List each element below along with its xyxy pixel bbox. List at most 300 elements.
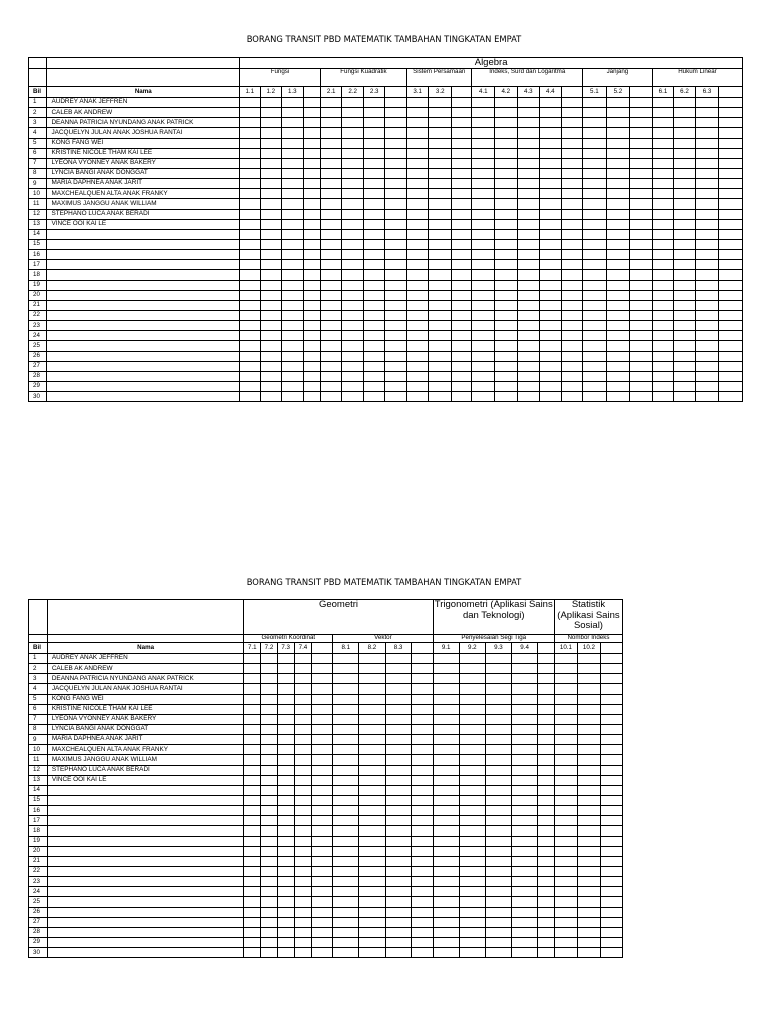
grade-cell[interactable] bbox=[433, 806, 459, 816]
grade-cell[interactable] bbox=[540, 260, 562, 270]
grade-cell[interactable] bbox=[554, 724, 577, 734]
grade-cell[interactable] bbox=[495, 331, 518, 341]
grade-cell[interactable] bbox=[406, 219, 429, 229]
grade-cell[interactable] bbox=[363, 199, 385, 209]
grade-cell[interactable] bbox=[363, 280, 385, 290]
grade-cell[interactable] bbox=[485, 816, 511, 826]
grade-cell[interactable] bbox=[561, 280, 583, 290]
grade-cell[interactable] bbox=[630, 351, 653, 361]
grade-cell[interactable] bbox=[433, 674, 459, 684]
grade-cell[interactable] bbox=[719, 290, 743, 300]
grade-cell[interactable] bbox=[363, 179, 385, 189]
grade-cell[interactable] bbox=[652, 331, 674, 341]
grade-cell[interactable] bbox=[294, 714, 312, 724]
grade-cell[interactable] bbox=[495, 168, 518, 178]
grade-cell[interactable] bbox=[411, 897, 433, 907]
grade-cell[interactable] bbox=[342, 199, 364, 209]
grade-cell[interactable] bbox=[406, 118, 429, 128]
grade-cell[interactable] bbox=[342, 179, 364, 189]
grade-cell[interactable] bbox=[719, 361, 743, 371]
grade-cell[interactable] bbox=[561, 138, 583, 148]
grade-cell[interactable] bbox=[577, 937, 600, 947]
grade-cell[interactable] bbox=[342, 138, 364, 148]
grade-cell[interactable] bbox=[538, 877, 555, 887]
grade-cell[interactable] bbox=[512, 806, 538, 816]
grade-cell[interactable] bbox=[459, 785, 485, 795]
grade-cell[interactable] bbox=[485, 795, 511, 805]
grade-cell[interactable] bbox=[240, 158, 260, 168]
grade-cell[interactable] bbox=[363, 168, 385, 178]
grade-cell[interactable] bbox=[695, 189, 719, 199]
grade-cell[interactable] bbox=[342, 189, 364, 199]
grade-cell[interactable] bbox=[333, 917, 359, 927]
grade-cell[interactable] bbox=[240, 239, 260, 249]
grade-cell[interactable] bbox=[719, 260, 743, 270]
grade-cell[interactable] bbox=[433, 724, 459, 734]
grade-cell[interactable] bbox=[652, 148, 674, 158]
grade-cell[interactable] bbox=[320, 270, 342, 280]
grade-cell[interactable] bbox=[583, 361, 607, 371]
grade-cell[interactable] bbox=[320, 361, 342, 371]
grade-cell[interactable] bbox=[303, 270, 320, 280]
grade-cell[interactable] bbox=[674, 98, 696, 108]
grade-cell[interactable] bbox=[244, 775, 261, 785]
grade-cell[interactable] bbox=[294, 755, 312, 765]
grade-cell[interactable] bbox=[652, 128, 674, 138]
grade-cell[interactable] bbox=[411, 724, 433, 734]
grade-cell[interactable] bbox=[495, 250, 518, 260]
grade-cell[interactable] bbox=[244, 887, 261, 897]
grade-cell[interactable] bbox=[485, 866, 511, 876]
grade-cell[interactable] bbox=[485, 674, 511, 684]
grade-cell[interactable] bbox=[333, 846, 359, 856]
grade-cell[interactable] bbox=[538, 735, 555, 745]
grade-cell[interactable] bbox=[512, 714, 538, 724]
grade-cell[interactable] bbox=[606, 168, 630, 178]
grade-cell[interactable] bbox=[385, 877, 411, 887]
grade-cell[interactable] bbox=[540, 219, 562, 229]
grade-cell[interactable] bbox=[561, 209, 583, 219]
grade-cell[interactable] bbox=[554, 654, 577, 664]
grade-cell[interactable] bbox=[282, 229, 304, 239]
grade-cell[interactable] bbox=[303, 118, 320, 128]
grade-cell[interactable] bbox=[600, 684, 622, 694]
grade-cell[interactable] bbox=[385, 948, 411, 958]
grade-cell[interactable] bbox=[303, 219, 320, 229]
grade-cell[interactable] bbox=[333, 735, 359, 745]
grade-cell[interactable] bbox=[277, 714, 294, 724]
grade-cell[interactable] bbox=[517, 392, 540, 402]
grade-cell[interactable] bbox=[342, 260, 364, 270]
grade-cell[interactable] bbox=[406, 98, 429, 108]
grade-cell[interactable] bbox=[540, 108, 562, 118]
grade-cell[interactable] bbox=[554, 877, 577, 887]
grade-cell[interactable] bbox=[485, 907, 511, 917]
grade-cell[interactable] bbox=[385, 158, 407, 168]
grade-cell[interactable] bbox=[282, 280, 304, 290]
grade-cell[interactable] bbox=[674, 108, 696, 118]
grade-cell[interactable] bbox=[538, 694, 555, 704]
grade-cell[interactable] bbox=[600, 795, 622, 805]
grade-cell[interactable] bbox=[433, 907, 459, 917]
grade-cell[interactable] bbox=[600, 704, 622, 714]
grade-cell[interactable] bbox=[342, 341, 364, 351]
grade-cell[interactable] bbox=[312, 927, 333, 937]
grade-cell[interactable] bbox=[512, 775, 538, 785]
grade-cell[interactable] bbox=[517, 209, 540, 219]
grade-cell[interactable] bbox=[261, 887, 278, 897]
grade-cell[interactable] bbox=[294, 816, 312, 826]
grade-cell[interactable] bbox=[261, 745, 278, 755]
grade-cell[interactable] bbox=[695, 300, 719, 310]
grade-cell[interactable] bbox=[303, 239, 320, 249]
grade-cell[interactable] bbox=[695, 179, 719, 189]
grade-cell[interactable] bbox=[429, 229, 452, 239]
grade-cell[interactable] bbox=[495, 351, 518, 361]
grade-cell[interactable] bbox=[411, 714, 433, 724]
grade-cell[interactable] bbox=[385, 694, 411, 704]
grade-cell[interactable] bbox=[540, 189, 562, 199]
grade-cell[interactable] bbox=[517, 290, 540, 300]
grade-cell[interactable] bbox=[429, 128, 452, 138]
grade-cell[interactable] bbox=[577, 724, 600, 734]
grade-cell[interactable] bbox=[538, 724, 555, 734]
grade-cell[interactable] bbox=[652, 118, 674, 128]
grade-cell[interactable] bbox=[411, 654, 433, 664]
grade-cell[interactable] bbox=[630, 250, 653, 260]
grade-cell[interactable] bbox=[320, 341, 342, 351]
grade-cell[interactable] bbox=[433, 917, 459, 927]
grade-cell[interactable] bbox=[674, 128, 696, 138]
grade-cell[interactable] bbox=[406, 239, 429, 249]
grade-cell[interactable] bbox=[472, 199, 495, 209]
grade-cell[interactable] bbox=[540, 381, 562, 391]
grade-cell[interactable] bbox=[674, 199, 696, 209]
grade-cell[interactable] bbox=[433, 856, 459, 866]
grade-cell[interactable] bbox=[406, 168, 429, 178]
grade-cell[interactable] bbox=[363, 290, 385, 300]
grade-cell[interactable] bbox=[342, 361, 364, 371]
grade-cell[interactable] bbox=[561, 260, 583, 270]
grade-cell[interactable] bbox=[333, 836, 359, 846]
grade-cell[interactable] bbox=[359, 927, 385, 937]
grade-cell[interactable] bbox=[406, 331, 429, 341]
grade-cell[interactable] bbox=[342, 128, 364, 138]
grade-cell[interactable] bbox=[561, 199, 583, 209]
grade-cell[interactable] bbox=[342, 290, 364, 300]
grade-cell[interactable] bbox=[540, 128, 562, 138]
grade-cell[interactable] bbox=[433, 694, 459, 704]
grade-cell[interactable] bbox=[452, 98, 472, 108]
grade-cell[interactable] bbox=[244, 765, 261, 775]
grade-cell[interactable] bbox=[517, 300, 540, 310]
grade-cell[interactable] bbox=[472, 371, 495, 381]
grade-cell[interactable] bbox=[320, 138, 342, 148]
grade-cell[interactable] bbox=[652, 219, 674, 229]
grade-cell[interactable] bbox=[312, 674, 333, 684]
grade-cell[interactable] bbox=[385, 351, 407, 361]
grade-cell[interactable] bbox=[512, 684, 538, 694]
grade-cell[interactable] bbox=[244, 684, 261, 694]
grade-cell[interactable] bbox=[517, 168, 540, 178]
grade-cell[interactable] bbox=[406, 199, 429, 209]
grade-cell[interactable] bbox=[320, 371, 342, 381]
grade-cell[interactable] bbox=[363, 108, 385, 118]
grade-cell[interactable] bbox=[429, 260, 452, 270]
grade-cell[interactable] bbox=[512, 735, 538, 745]
grade-cell[interactable] bbox=[240, 280, 260, 290]
grade-cell[interactable] bbox=[411, 664, 433, 674]
grade-cell[interactable] bbox=[459, 775, 485, 785]
grade-cell[interactable] bbox=[260, 128, 282, 138]
grade-cell[interactable] bbox=[540, 270, 562, 280]
grade-cell[interactable] bbox=[411, 937, 433, 947]
grade-cell[interactable] bbox=[411, 856, 433, 866]
grade-cell[interactable] bbox=[538, 674, 555, 684]
grade-cell[interactable] bbox=[277, 735, 294, 745]
grade-cell[interactable] bbox=[577, 877, 600, 887]
grade-cell[interactable] bbox=[433, 735, 459, 745]
grade-cell[interactable] bbox=[452, 321, 472, 331]
grade-cell[interactable] bbox=[652, 300, 674, 310]
grade-cell[interactable] bbox=[600, 877, 622, 887]
grade-cell[interactable] bbox=[312, 755, 333, 765]
grade-cell[interactable] bbox=[554, 795, 577, 805]
grade-cell[interactable] bbox=[561, 270, 583, 280]
grade-cell[interactable] bbox=[282, 270, 304, 280]
grade-cell[interactable] bbox=[517, 229, 540, 239]
grade-cell[interactable] bbox=[363, 148, 385, 158]
grade-cell[interactable] bbox=[472, 179, 495, 189]
grade-cell[interactable] bbox=[294, 846, 312, 856]
grade-cell[interactable] bbox=[277, 846, 294, 856]
grade-cell[interactable] bbox=[600, 937, 622, 947]
grade-cell[interactable] bbox=[600, 917, 622, 927]
grade-cell[interactable] bbox=[606, 310, 630, 320]
grade-cell[interactable] bbox=[260, 98, 282, 108]
grade-cell[interactable] bbox=[517, 199, 540, 209]
grade-cell[interactable] bbox=[333, 755, 359, 765]
grade-cell[interactable] bbox=[452, 250, 472, 260]
grade-cell[interactable] bbox=[385, 795, 411, 805]
grade-cell[interactable] bbox=[411, 694, 433, 704]
grade-cell[interactable] bbox=[294, 887, 312, 897]
grade-cell[interactable] bbox=[260, 219, 282, 229]
grade-cell[interactable] bbox=[261, 704, 278, 714]
grade-cell[interactable] bbox=[303, 189, 320, 199]
grade-cell[interactable] bbox=[538, 704, 555, 714]
grade-cell[interactable] bbox=[277, 866, 294, 876]
grade-cell[interactable] bbox=[244, 674, 261, 684]
grade-cell[interactable] bbox=[540, 118, 562, 128]
grade-cell[interactable] bbox=[512, 856, 538, 866]
grade-cell[interactable] bbox=[240, 128, 260, 138]
grade-cell[interactable] bbox=[583, 209, 607, 219]
grade-cell[interactable] bbox=[674, 280, 696, 290]
grade-cell[interactable] bbox=[385, 907, 411, 917]
grade-cell[interactable] bbox=[244, 927, 261, 937]
grade-cell[interactable] bbox=[244, 704, 261, 714]
grade-cell[interactable] bbox=[561, 331, 583, 341]
grade-cell[interactable] bbox=[406, 371, 429, 381]
grade-cell[interactable] bbox=[577, 907, 600, 917]
grade-cell[interactable] bbox=[294, 785, 312, 795]
grade-cell[interactable] bbox=[277, 765, 294, 775]
grade-cell[interactable] bbox=[517, 351, 540, 361]
grade-cell[interactable] bbox=[554, 735, 577, 745]
grade-cell[interactable] bbox=[452, 290, 472, 300]
grade-cell[interactable] bbox=[459, 907, 485, 917]
grade-cell[interactable] bbox=[385, 229, 407, 239]
grade-cell[interactable] bbox=[385, 887, 411, 897]
grade-cell[interactable] bbox=[411, 877, 433, 887]
grade-cell[interactable] bbox=[277, 674, 294, 684]
grade-cell[interactable] bbox=[359, 714, 385, 724]
grade-cell[interactable] bbox=[261, 816, 278, 826]
grade-cell[interactable] bbox=[561, 361, 583, 371]
grade-cell[interactable] bbox=[363, 331, 385, 341]
grade-cell[interactable] bbox=[459, 654, 485, 664]
grade-cell[interactable] bbox=[294, 937, 312, 947]
grade-cell[interactable] bbox=[630, 98, 653, 108]
grade-cell[interactable] bbox=[294, 735, 312, 745]
grade-cell[interactable] bbox=[303, 260, 320, 270]
grade-cell[interactable] bbox=[674, 341, 696, 351]
grade-cell[interactable] bbox=[385, 785, 411, 795]
grade-cell[interactable] bbox=[342, 219, 364, 229]
grade-cell[interactable] bbox=[411, 755, 433, 765]
grade-cell[interactable] bbox=[630, 361, 653, 371]
grade-cell[interactable] bbox=[674, 229, 696, 239]
grade-cell[interactable] bbox=[554, 836, 577, 846]
grade-cell[interactable] bbox=[359, 826, 385, 836]
grade-cell[interactable] bbox=[459, 836, 485, 846]
grade-cell[interactable] bbox=[429, 300, 452, 310]
grade-cell[interactable] bbox=[385, 826, 411, 836]
grade-cell[interactable] bbox=[363, 158, 385, 168]
grade-cell[interactable] bbox=[452, 179, 472, 189]
grade-cell[interactable] bbox=[433, 714, 459, 724]
grade-cell[interactable] bbox=[719, 381, 743, 391]
grade-cell[interactable] bbox=[538, 785, 555, 795]
grade-cell[interactable] bbox=[244, 948, 261, 958]
grade-cell[interactable] bbox=[517, 270, 540, 280]
grade-cell[interactable] bbox=[538, 765, 555, 775]
grade-cell[interactable] bbox=[244, 846, 261, 856]
grade-cell[interactable] bbox=[538, 927, 555, 937]
grade-cell[interactable] bbox=[260, 351, 282, 361]
grade-cell[interactable] bbox=[630, 219, 653, 229]
grade-cell[interactable] bbox=[674, 300, 696, 310]
grade-cell[interactable] bbox=[385, 108, 407, 118]
grade-cell[interactable] bbox=[652, 108, 674, 118]
grade-cell[interactable] bbox=[244, 735, 261, 745]
grade-cell[interactable] bbox=[459, 795, 485, 805]
grade-cell[interactable] bbox=[359, 775, 385, 785]
grade-cell[interactable] bbox=[695, 158, 719, 168]
grade-cell[interactable] bbox=[554, 664, 577, 674]
grade-cell[interactable] bbox=[452, 168, 472, 178]
grade-cell[interactable] bbox=[385, 816, 411, 826]
grade-cell[interactable] bbox=[452, 280, 472, 290]
grade-cell[interactable] bbox=[583, 392, 607, 402]
grade-cell[interactable] bbox=[512, 866, 538, 876]
grade-cell[interactable] bbox=[540, 168, 562, 178]
grade-cell[interactable] bbox=[277, 785, 294, 795]
grade-cell[interactable] bbox=[261, 714, 278, 724]
grade-cell[interactable] bbox=[495, 219, 518, 229]
grade-cell[interactable] bbox=[652, 229, 674, 239]
grade-cell[interactable] bbox=[260, 168, 282, 178]
grade-cell[interactable] bbox=[674, 361, 696, 371]
grade-cell[interactable] bbox=[320, 239, 342, 249]
grade-cell[interactable] bbox=[583, 300, 607, 310]
grade-cell[interactable] bbox=[600, 836, 622, 846]
grade-cell[interactable] bbox=[312, 765, 333, 775]
grade-cell[interactable] bbox=[606, 189, 630, 199]
grade-cell[interactable] bbox=[303, 229, 320, 239]
grade-cell[interactable] bbox=[406, 209, 429, 219]
grade-cell[interactable] bbox=[674, 209, 696, 219]
grade-cell[interactable] bbox=[429, 239, 452, 249]
grade-cell[interactable] bbox=[538, 846, 555, 856]
grade-cell[interactable] bbox=[561, 250, 583, 260]
grade-cell[interactable] bbox=[282, 381, 304, 391]
grade-cell[interactable] bbox=[385, 168, 407, 178]
grade-cell[interactable] bbox=[540, 392, 562, 402]
grade-cell[interactable] bbox=[277, 745, 294, 755]
grade-cell[interactable] bbox=[429, 351, 452, 361]
grade-cell[interactable] bbox=[312, 806, 333, 816]
grade-cell[interactable] bbox=[512, 897, 538, 907]
grade-cell[interactable] bbox=[459, 826, 485, 836]
grade-cell[interactable] bbox=[342, 331, 364, 341]
grade-cell[interactable] bbox=[406, 361, 429, 371]
grade-cell[interactable] bbox=[600, 694, 622, 704]
grade-cell[interactable] bbox=[495, 392, 518, 402]
grade-cell[interactable] bbox=[459, 694, 485, 704]
grade-cell[interactable] bbox=[277, 816, 294, 826]
grade-cell[interactable] bbox=[363, 189, 385, 199]
grade-cell[interactable] bbox=[359, 735, 385, 745]
grade-cell[interactable] bbox=[260, 209, 282, 219]
grade-cell[interactable] bbox=[538, 775, 555, 785]
grade-cell[interactable] bbox=[359, 724, 385, 734]
grade-cell[interactable] bbox=[363, 260, 385, 270]
grade-cell[interactable] bbox=[303, 209, 320, 219]
grade-cell[interactable] bbox=[452, 371, 472, 381]
grade-cell[interactable] bbox=[260, 239, 282, 249]
grade-cell[interactable] bbox=[554, 694, 577, 704]
grade-cell[interactable] bbox=[312, 775, 333, 785]
grade-cell[interactable] bbox=[320, 381, 342, 391]
grade-cell[interactable] bbox=[600, 806, 622, 816]
grade-cell[interactable] bbox=[282, 239, 304, 249]
grade-cell[interactable] bbox=[674, 219, 696, 229]
grade-cell[interactable] bbox=[630, 138, 653, 148]
grade-cell[interactable] bbox=[583, 148, 607, 158]
grade-cell[interactable] bbox=[459, 877, 485, 887]
grade-cell[interactable] bbox=[459, 846, 485, 856]
grade-cell[interactable] bbox=[583, 351, 607, 361]
grade-cell[interactable] bbox=[652, 209, 674, 219]
grade-cell[interactable] bbox=[606, 250, 630, 260]
grade-cell[interactable] bbox=[695, 331, 719, 341]
grade-cell[interactable] bbox=[719, 321, 743, 331]
grade-cell[interactable] bbox=[240, 98, 260, 108]
grade-cell[interactable] bbox=[363, 381, 385, 391]
grade-cell[interactable] bbox=[282, 98, 304, 108]
